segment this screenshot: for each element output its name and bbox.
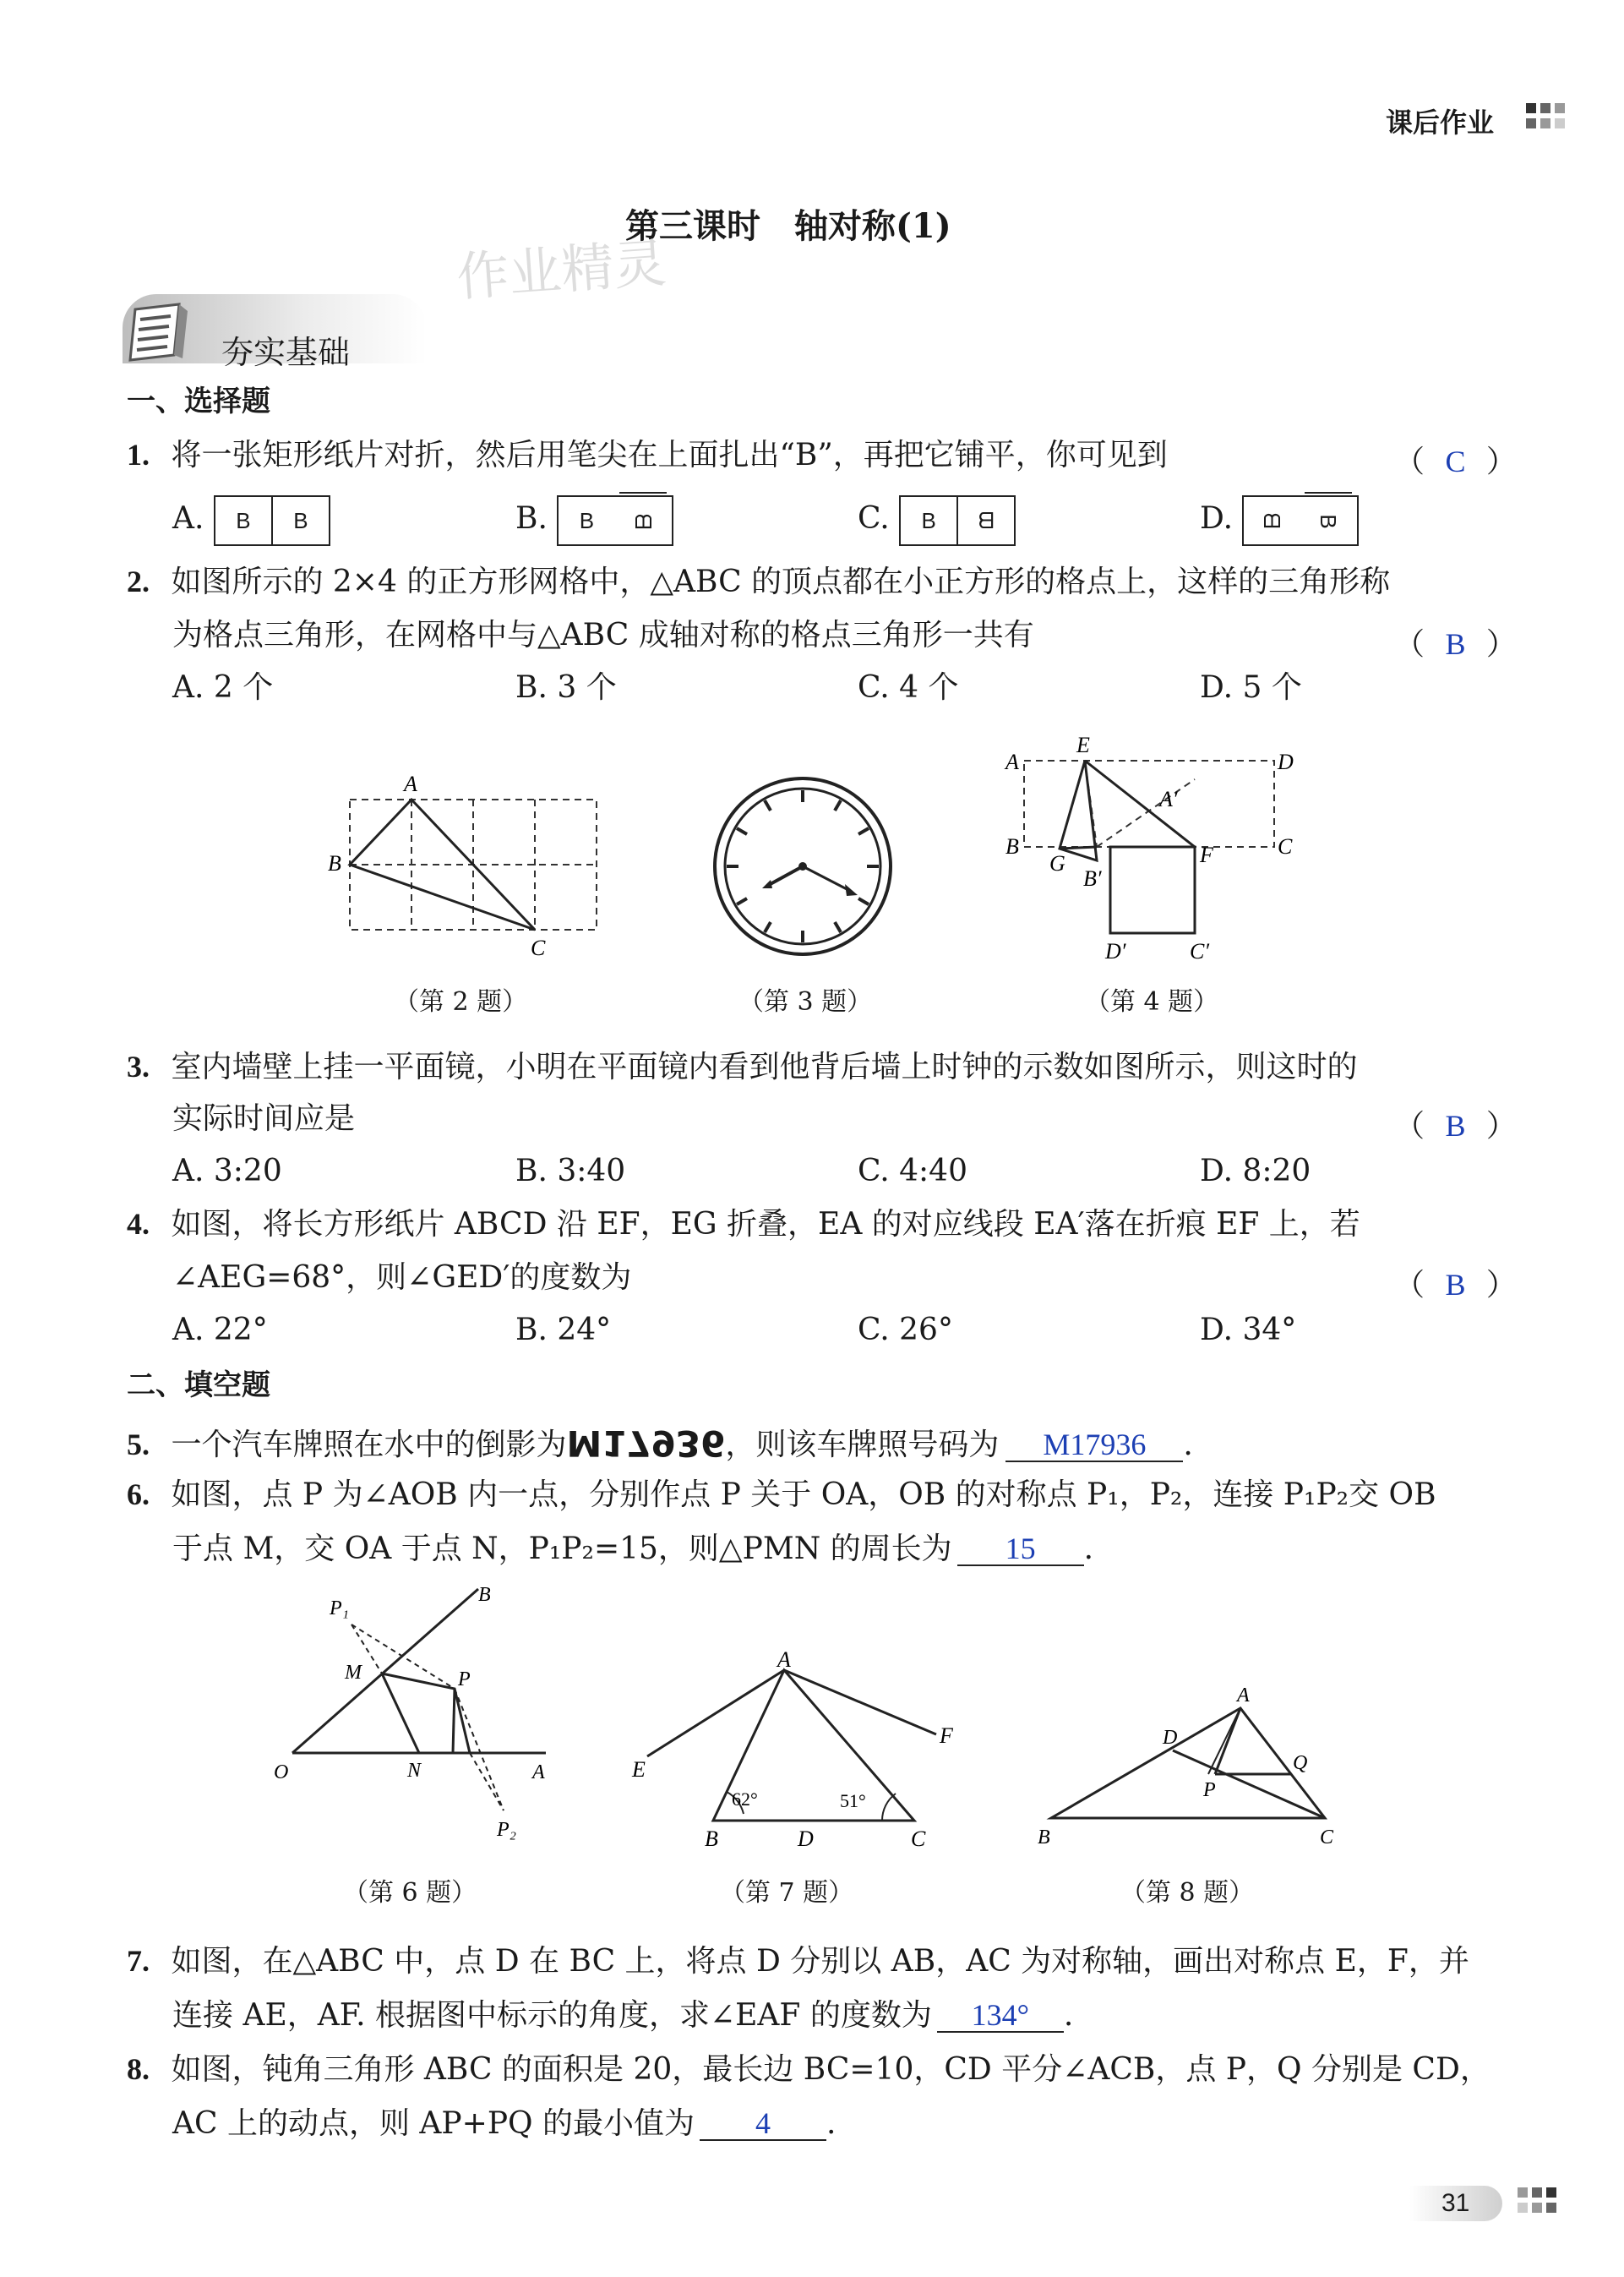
q7-number: 7.: [127, 1944, 150, 1978]
q4-line2: ∠AEG=68°，则∠GED′的度数为: [172, 1260, 632, 1295]
q2-answer: B: [1445, 627, 1466, 661]
figure-q8: [1022, 1669, 1360, 1851]
caption-q6: （第 6 题）: [343, 1878, 477, 1908]
fig6-label-m: M: [345, 1662, 362, 1684]
fig7-label-d: D: [798, 1827, 814, 1851]
q3-option-a: A. 3:20: [172, 1154, 282, 1188]
q1-d-cell-2: B: [1305, 492, 1352, 549]
q4-option-a: A. 22°: [172, 1313, 268, 1347]
q2-option-a: A. 2 个: [172, 670, 274, 705]
q1-answer-paren: （ C ）: [1394, 445, 1517, 479]
q6-number: 6.: [127, 1477, 150, 1511]
q5-text-before: 一个汽车牌照在水中的倒影为: [171, 1428, 567, 1462]
figure-q2: [321, 761, 608, 964]
q6-end: .: [1083, 1532, 1094, 1566]
q5-end: .: [1183, 1428, 1193, 1462]
fig8-label-q: Q: [1293, 1752, 1308, 1774]
footer-grid-icon: [1518, 2187, 1558, 2216]
figure-q4: [989, 735, 1310, 964]
q1-b-cell-1: B: [579, 508, 595, 533]
fig6-label-p: P: [458, 1668, 471, 1690]
caption-q8: （第 8 题）: [1120, 1878, 1255, 1908]
q4-answer: B: [1445, 1268, 1466, 1302]
q1-option-b: [515, 495, 673, 546]
q4-option-d: D. 34°: [1200, 1313, 1297, 1347]
fig4-label-b: B: [1005, 834, 1019, 859]
figure-q3-clock: [710, 773, 896, 959]
fig4-label-e: E: [1076, 735, 1090, 757]
q1-answer: C: [1445, 445, 1466, 478]
question-1: [127, 440, 1168, 471]
q3-answer-paren: （ B ）: [1394, 1109, 1517, 1144]
fig7-label-f: F: [940, 1723, 953, 1748]
fig8-label-d: D: [1163, 1727, 1178, 1749]
q5-number: 5.: [127, 1428, 150, 1461]
fig7-angle-b: 62°: [732, 1788, 758, 1810]
q1-text: 将一张矩形纸片对折，然后用笔尖在上面扎出“B”，再把它铺平，你可见到: [171, 438, 1168, 472]
clock-hour-hand: [767, 866, 803, 886]
q3-answer: B: [1445, 1109, 1466, 1143]
caption-q7: （第 7 题）: [720, 1878, 854, 1908]
q6-line1: 如图，点 P 为∠AOB 内一点，分别作点 P 关于 OA，OB 的对称点 P₁，P₂，连接 P₁P₂交 OB: [171, 1477, 1436, 1512]
q5-text-after: ，则该车牌照号码为: [725, 1428, 1000, 1462]
fig4-label-g: G: [1049, 851, 1065, 876]
q5-reflection: M17936: [566, 1422, 726, 1464]
fig2-label-a: A: [404, 772, 417, 796]
q6-line2-text: 于点 M，交 OA 于点 N，P₁P₂=15，则△PMN 的周长为: [172, 1532, 952, 1566]
q7-line1: 如图，在△ABC 中，点 D 在 BC 上，将点 D 分别以 AB，AC 为对称轴，画出对称点 E，F，并: [171, 1944, 1469, 1979]
fig7-label-a: A: [777, 1648, 791, 1672]
fig8-label-c: C: [1320, 1827, 1334, 1848]
section-banner-label: 夯实基础: [221, 334, 351, 371]
question-4: [127, 1209, 1360, 1240]
question-8: [127, 2054, 1490, 2085]
part1-heading: 一、选择题: [127, 385, 270, 418]
book-icon: [127, 303, 191, 362]
q8-end: .: [826, 2106, 837, 2141]
q7-line2: [172, 2000, 1073, 2033]
caption-q2: （第 2 题）: [394, 987, 528, 1017]
fig8-label-b: B: [1038, 1827, 1050, 1848]
fig4-label-a: A: [1005, 750, 1019, 774]
q1-option-d-label: D.: [1200, 501, 1234, 536]
q8-line1: 如图，钝角三角形 ABC 的面积是 20，最长边 BC=10，CD 平分∠ACB，点 P，Q 分别是 CD，: [171, 2052, 1490, 2087]
q1-d-cell-1: ᗺ: [1259, 512, 1285, 529]
fig6-label-p2: P₂: [497, 1819, 517, 1841]
figure-q6: [270, 1581, 558, 1851]
fig4-label-c: C: [1278, 834, 1293, 859]
fig4-label-c1: C′: [1190, 939, 1210, 964]
fig7-angle-c: 51°: [840, 1790, 866, 1811]
fig8-label-a: A: [1237, 1685, 1250, 1706]
q6-line2: [172, 1533, 1093, 1566]
fig6-label-a: A: [532, 1761, 545, 1783]
q3-option-b: B. 3:40: [515, 1154, 626, 1188]
q1-option-b-box: [557, 495, 673, 546]
page-title: 第三课时 轴对称(1): [625, 206, 951, 246]
q1-option-d: [1200, 495, 1359, 546]
q2-option-c: C. 4 个: [858, 670, 959, 705]
q1-option-b-label: B.: [515, 501, 548, 536]
q2-option-d: D. 5 个: [1200, 670, 1302, 705]
q1-c-cell-2: ᗺ: [956, 497, 1014, 544]
q1-c-cell-1: B: [921, 508, 936, 533]
q2-line2: 为格点三角形，在网格中与△ABC 成轴对称的格点三角形一共有: [172, 618, 1034, 653]
q1-a-cell-2: B: [271, 497, 329, 544]
q3-line2: 实际时间应是: [172, 1101, 356, 1136]
q7-line2-text: 连接 AE，AF. 根据图中标示的角度，求∠EAF 的度数为: [172, 1998, 932, 2033]
q8-number: 8.: [127, 2052, 150, 2086]
q4-line1: 如图，将长方形纸片 ABCD 沿 EF，EG 折叠，EA 的对应线段 EA′落在折痕 EF 上，若: [171, 1207, 1360, 1242]
q7-end: .: [1063, 1998, 1074, 2033]
question-3: [127, 1051, 1357, 1083]
q1-option-c-box: [899, 495, 1016, 546]
q2-option-b: B. 3 个: [515, 670, 617, 705]
fig4-label-f: F: [1200, 843, 1213, 867]
q8-line2: [172, 2108, 836, 2141]
q1-option-a-box: [214, 495, 330, 546]
part2-heading: 二、填空题: [127, 1368, 270, 1402]
q8-answer: 4: [755, 2106, 771, 2140]
q3-line1: 室内墙壁上挂一平面镜，小明在平面镜内看到他背后墙上时钟的示数如图所示，则这时的: [171, 1050, 1358, 1084]
caption-q3: （第 3 题）: [738, 987, 873, 1017]
fig2-label-b: B: [328, 851, 341, 876]
question-7: [127, 1946, 1469, 1977]
q3-option-d: D. 8:20: [1200, 1154, 1311, 1188]
fig6-label-b: B: [478, 1584, 491, 1606]
question-5: [127, 1422, 1193, 1464]
q1-a-cell-1: B: [236, 508, 251, 533]
q1-option-d-box: [1242, 495, 1359, 546]
q4-option-b: B. 24°: [515, 1313, 612, 1347]
clock-minute-hand: [803, 866, 852, 892]
caption-q4: （第 4 题）: [1085, 987, 1219, 1017]
q1-option-c-label: C.: [858, 501, 890, 536]
question-2: [127, 566, 1390, 598]
q1-option-a: [172, 495, 330, 546]
q1-option-a-label: A.: [172, 501, 204, 536]
fig8-label-p: P: [1203, 1779, 1216, 1801]
fig4-label-a1: A′: [1159, 787, 1178, 811]
figure-q7: [625, 1648, 963, 1851]
q5-answer: M17936: [1043, 1428, 1147, 1461]
q1-number: 1.: [127, 438, 150, 472]
q1-b-cell-2: ᗺ: [619, 492, 667, 549]
page-number: 31: [1441, 2189, 1470, 2217]
question-6: [127, 1479, 1436, 1510]
q2-answer-paren: （ B ）: [1394, 627, 1517, 662]
fig6-label-p1: P₁: [330, 1597, 350, 1619]
fig2-label-c: C: [531, 936, 546, 960]
q2-number: 2.: [127, 565, 150, 598]
fig4-label-d1: D′: [1105, 939, 1126, 964]
header-grid-icon: [1526, 103, 1567, 132]
fig7-label-e: E: [632, 1757, 646, 1782]
fig4-label-d: D: [1278, 750, 1294, 774]
q4-number: 4.: [127, 1207, 150, 1241]
q3-number: 3.: [127, 1050, 150, 1084]
q6-answer: 15: [1005, 1532, 1036, 1565]
header-label: 课后作业: [1386, 106, 1495, 139]
q7-answer: 134°: [971, 1998, 1030, 2032]
fig6-label-o: O: [274, 1761, 289, 1783]
fig7-label-b: B: [705, 1827, 718, 1851]
q1-option-c: [858, 495, 1016, 546]
fig6-label-n: N: [407, 1760, 422, 1782]
fig4-label-b1: B′: [1083, 866, 1102, 891]
q4-answer-paren: （ B ）: [1394, 1268, 1517, 1302]
watermark: 作业精灵: [455, 232, 668, 309]
q4-option-c: C. 26°: [858, 1313, 953, 1347]
q2-line1: 如图所示的 2×4 的正方形网格中，△ABC 的顶点都在小正方形的格点上，这样的三角形称: [171, 565, 1391, 599]
q3-option-c: C. 4:40: [858, 1154, 967, 1188]
fig7-label-c: C: [911, 1827, 926, 1851]
q8-line2-text: AC 上的动点，则 AP+PQ 的最小值为: [172, 2106, 695, 2141]
